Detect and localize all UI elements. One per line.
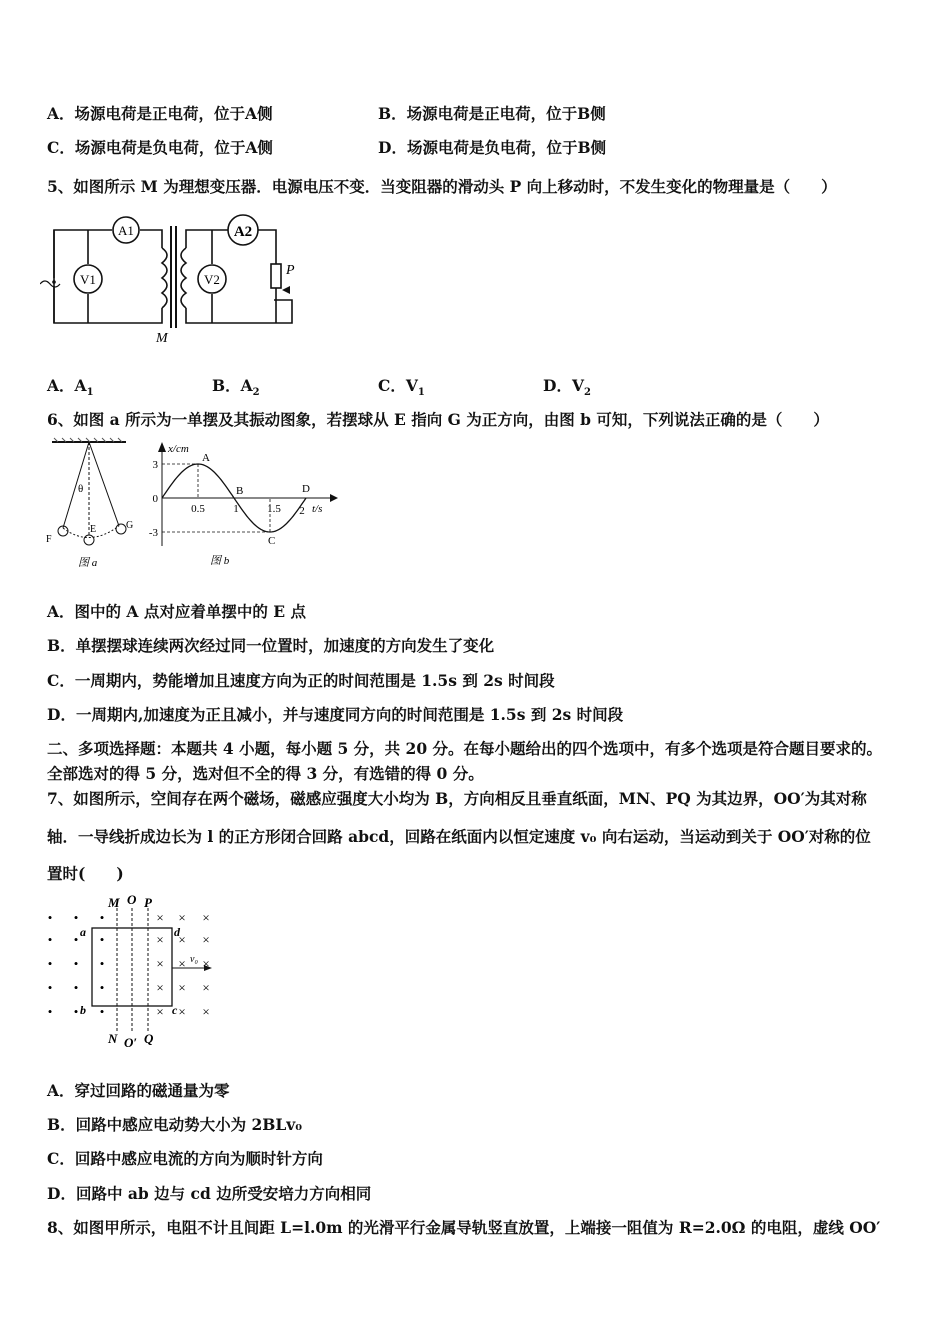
- field-cross-4-0: ×: [156, 1004, 164, 1019]
- q7-option-b[interactable]: B．回路中感应电动势大小为 2BLv₀: [47, 1115, 303, 1134]
- q7-fig-d: d: [174, 925, 180, 939]
- x-tick-0.5: 0.5: [191, 503, 205, 515]
- q6-pendulum-figure: [44, 436, 144, 572]
- q4-option-c[interactable]: C．场源电荷是负电荷，位于A侧: [47, 138, 273, 157]
- q6-stem: 6、如图 a 所示为一单摆及其振动图象，若摆球从 E 指向 G 为正方向，由图 b 可知，下列说法正确的是（ ）: [47, 410, 829, 429]
- y-tick-bottom: -3: [148, 527, 158, 539]
- q6-fig-b-caption: 图 b: [210, 555, 230, 567]
- q7-line3: 置时( ): [47, 864, 124, 883]
- field-dot-2-2: •: [99, 956, 105, 971]
- field-dot-4-0: •: [47, 1004, 53, 1019]
- point-label-B: B: [236, 485, 244, 497]
- q5-option-b[interactable]: B．$A_2$: [212, 376, 260, 399]
- q4-option-b[interactable]: B．场源电荷是正电荷，位于B侧: [378, 104, 606, 123]
- field-cross-3-2: ×: [202, 980, 210, 995]
- q7-fig-m: M: [108, 895, 120, 910]
- field-dot-0-1: •: [73, 910, 79, 925]
- section2-line2: 全部选对的得 5 分，选对但不全的得 3 分，有选错的得 0 分。: [47, 764, 484, 783]
- point-label-D: D: [302, 483, 310, 495]
- q6-fig-e: E: [90, 524, 97, 535]
- q7-fig-o: O: [127, 892, 137, 907]
- field-dot-4-2: •: [99, 1004, 105, 1019]
- field-dot-0-2: •: [99, 910, 105, 925]
- field-cross-2-2: ×: [202, 956, 210, 971]
- q5-fig-a2: A2: [233, 224, 253, 240]
- field-cross-2-1: ×: [178, 956, 186, 971]
- q6-fig-theta: θ: [78, 483, 84, 495]
- q7-fig-p: P: [144, 895, 152, 910]
- field-dot-1-2: •: [99, 932, 105, 947]
- field-cross-3-0: ×: [156, 980, 164, 995]
- q5-option-d[interactable]: D．$V_2$: [543, 376, 591, 399]
- field-dot-4-1: •: [73, 1004, 79, 1019]
- field-dot-2-0: •: [47, 956, 53, 971]
- q7-fig-a: a: [80, 925, 86, 939]
- field-cross-4-1: ×: [178, 1004, 186, 1019]
- q7-option-a[interactable]: A．穿过回路的磁通量为零: [47, 1081, 230, 1100]
- y-tick-top: 3: [152, 459, 158, 471]
- section2-line1: 二、多项选择题：本题共 4 小题，每小题 5 分，共 20 分。在每小题给出的四个选项中，有多个选项是符合题目要求的。: [47, 739, 883, 758]
- field-cross-0-0: ×: [156, 910, 164, 925]
- q7-fig-n: N: [108, 1031, 118, 1046]
- field-dot-1-0: •: [47, 932, 53, 947]
- field-cross-4-2: ×: [202, 1004, 210, 1019]
- q6-y-label: x/cm: [168, 443, 189, 455]
- q6-fig-g: G: [126, 520, 134, 531]
- field-cross-2-0: ×: [156, 956, 164, 971]
- q6-x-label: t/s: [312, 503, 323, 515]
- q5-fig-p: P: [286, 263, 295, 278]
- q6-fig-f: F: [46, 534, 52, 545]
- q6-option-d[interactable]: D．一周期内,加速度为正且减小，并与速度同方向的时间范围是 1.5s 到 2s 时间段: [47, 705, 624, 724]
- x-tick-2: 2: [299, 505, 305, 517]
- q5-fig-v1: V1: [80, 272, 96, 287]
- q7-magnetic-field-figure: [40, 892, 220, 1052]
- field-dot-3-1: •: [73, 980, 79, 995]
- q6-option-c[interactable]: C．一周期内，势能增加且速度方向为正的时间范围是 1.5s 到 2s 时间段: [47, 671, 555, 690]
- q7-option-d[interactable]: D．回路中 ab 边与 cd 边所受安培力方向相同: [47, 1184, 372, 1203]
- q5-option-a[interactable]: A．$A_1$: [47, 376, 94, 399]
- q5-transformer-figure: [40, 208, 310, 348]
- q6-oscillation-chart: [148, 436, 340, 572]
- field-cross-3-1: ×: [178, 980, 186, 995]
- q7-fig-q: Q: [144, 1031, 154, 1046]
- field-cross-1-2: ×: [202, 932, 210, 947]
- field-dot-0-0: •: [47, 910, 53, 925]
- field-cross-0-1: ×: [178, 910, 186, 925]
- q6-fig-a-caption: 图 a: [78, 557, 98, 569]
- q7-fig-c: c: [172, 1003, 178, 1017]
- point-label-A: A: [202, 452, 210, 464]
- q5-fig-v2: V2: [204, 272, 220, 287]
- x-tick-1.5: 1.5: [267, 503, 281, 515]
- field-cross-1-1: ×: [178, 932, 186, 947]
- q7-fig-o-prime: O′: [124, 1035, 138, 1050]
- q4-option-a[interactable]: A．场源电荷是正电荷，位于A侧: [47, 104, 273, 123]
- x-tick-1: 1: [233, 503, 239, 515]
- q5-fig-m: M: [156, 331, 168, 346]
- field-cross-0-2: ×: [202, 910, 210, 925]
- q7-line1: 7、如图所示，空间存在两个磁场，磁感应强度大小均为 B，方向相反且垂直纸面，MN、PQ 为其边界，OO′为其对称: [47, 789, 867, 808]
- q6-option-b[interactable]: B．单摆摆球连续两次经过同一位置时，加速度的方向发生了变化: [47, 636, 495, 655]
- field-dot-1-1: •: [73, 932, 79, 947]
- q7-fig-v0: v₀: [190, 954, 198, 965]
- q5-fig-a1: A1: [118, 223, 134, 238]
- q8-line1: 8、如图甲所示，电阻不计且间距 L=l.0m 的光滑平行金属导轨竖直放置，上端接一阻值为 R=2.0Ω 的电阻，虚线 OO′: [47, 1218, 881, 1237]
- field-dot-3-2: •: [99, 980, 105, 995]
- q5-stem: 5、如图所示 M 为理想变压器．电源电压不变．当变阻器的滑动头 P 向上移动时，不发生变化的物理量是（ ）: [47, 177, 837, 196]
- field-dot-3-0: •: [47, 980, 53, 995]
- q7-fig-b: b: [80, 1003, 86, 1017]
- field-dot-2-1: •: [73, 956, 79, 971]
- q6-option-a[interactable]: A．图中的 A 点对应着单摆中的 E 点: [47, 602, 306, 621]
- q7-option-c[interactable]: C．回路中感应电流的方向为顺时针方向: [47, 1149, 323, 1168]
- q5-option-c[interactable]: C．$V_1$: [378, 376, 425, 399]
- q4-option-d[interactable]: D．场源电荷是负电荷，位于B侧: [378, 138, 607, 157]
- point-label-C: C: [268, 535, 276, 547]
- q7-line2: 轴．一导线折成边长为 l 的正方形闭合回路 abcd，回路在纸面内以恒定速度 v₀ 向右运动，当运动到关于 OO′对称的位: [47, 827, 871, 846]
- origin-label: 0: [152, 493, 158, 505]
- field-cross-1-0: ×: [156, 932, 164, 947]
